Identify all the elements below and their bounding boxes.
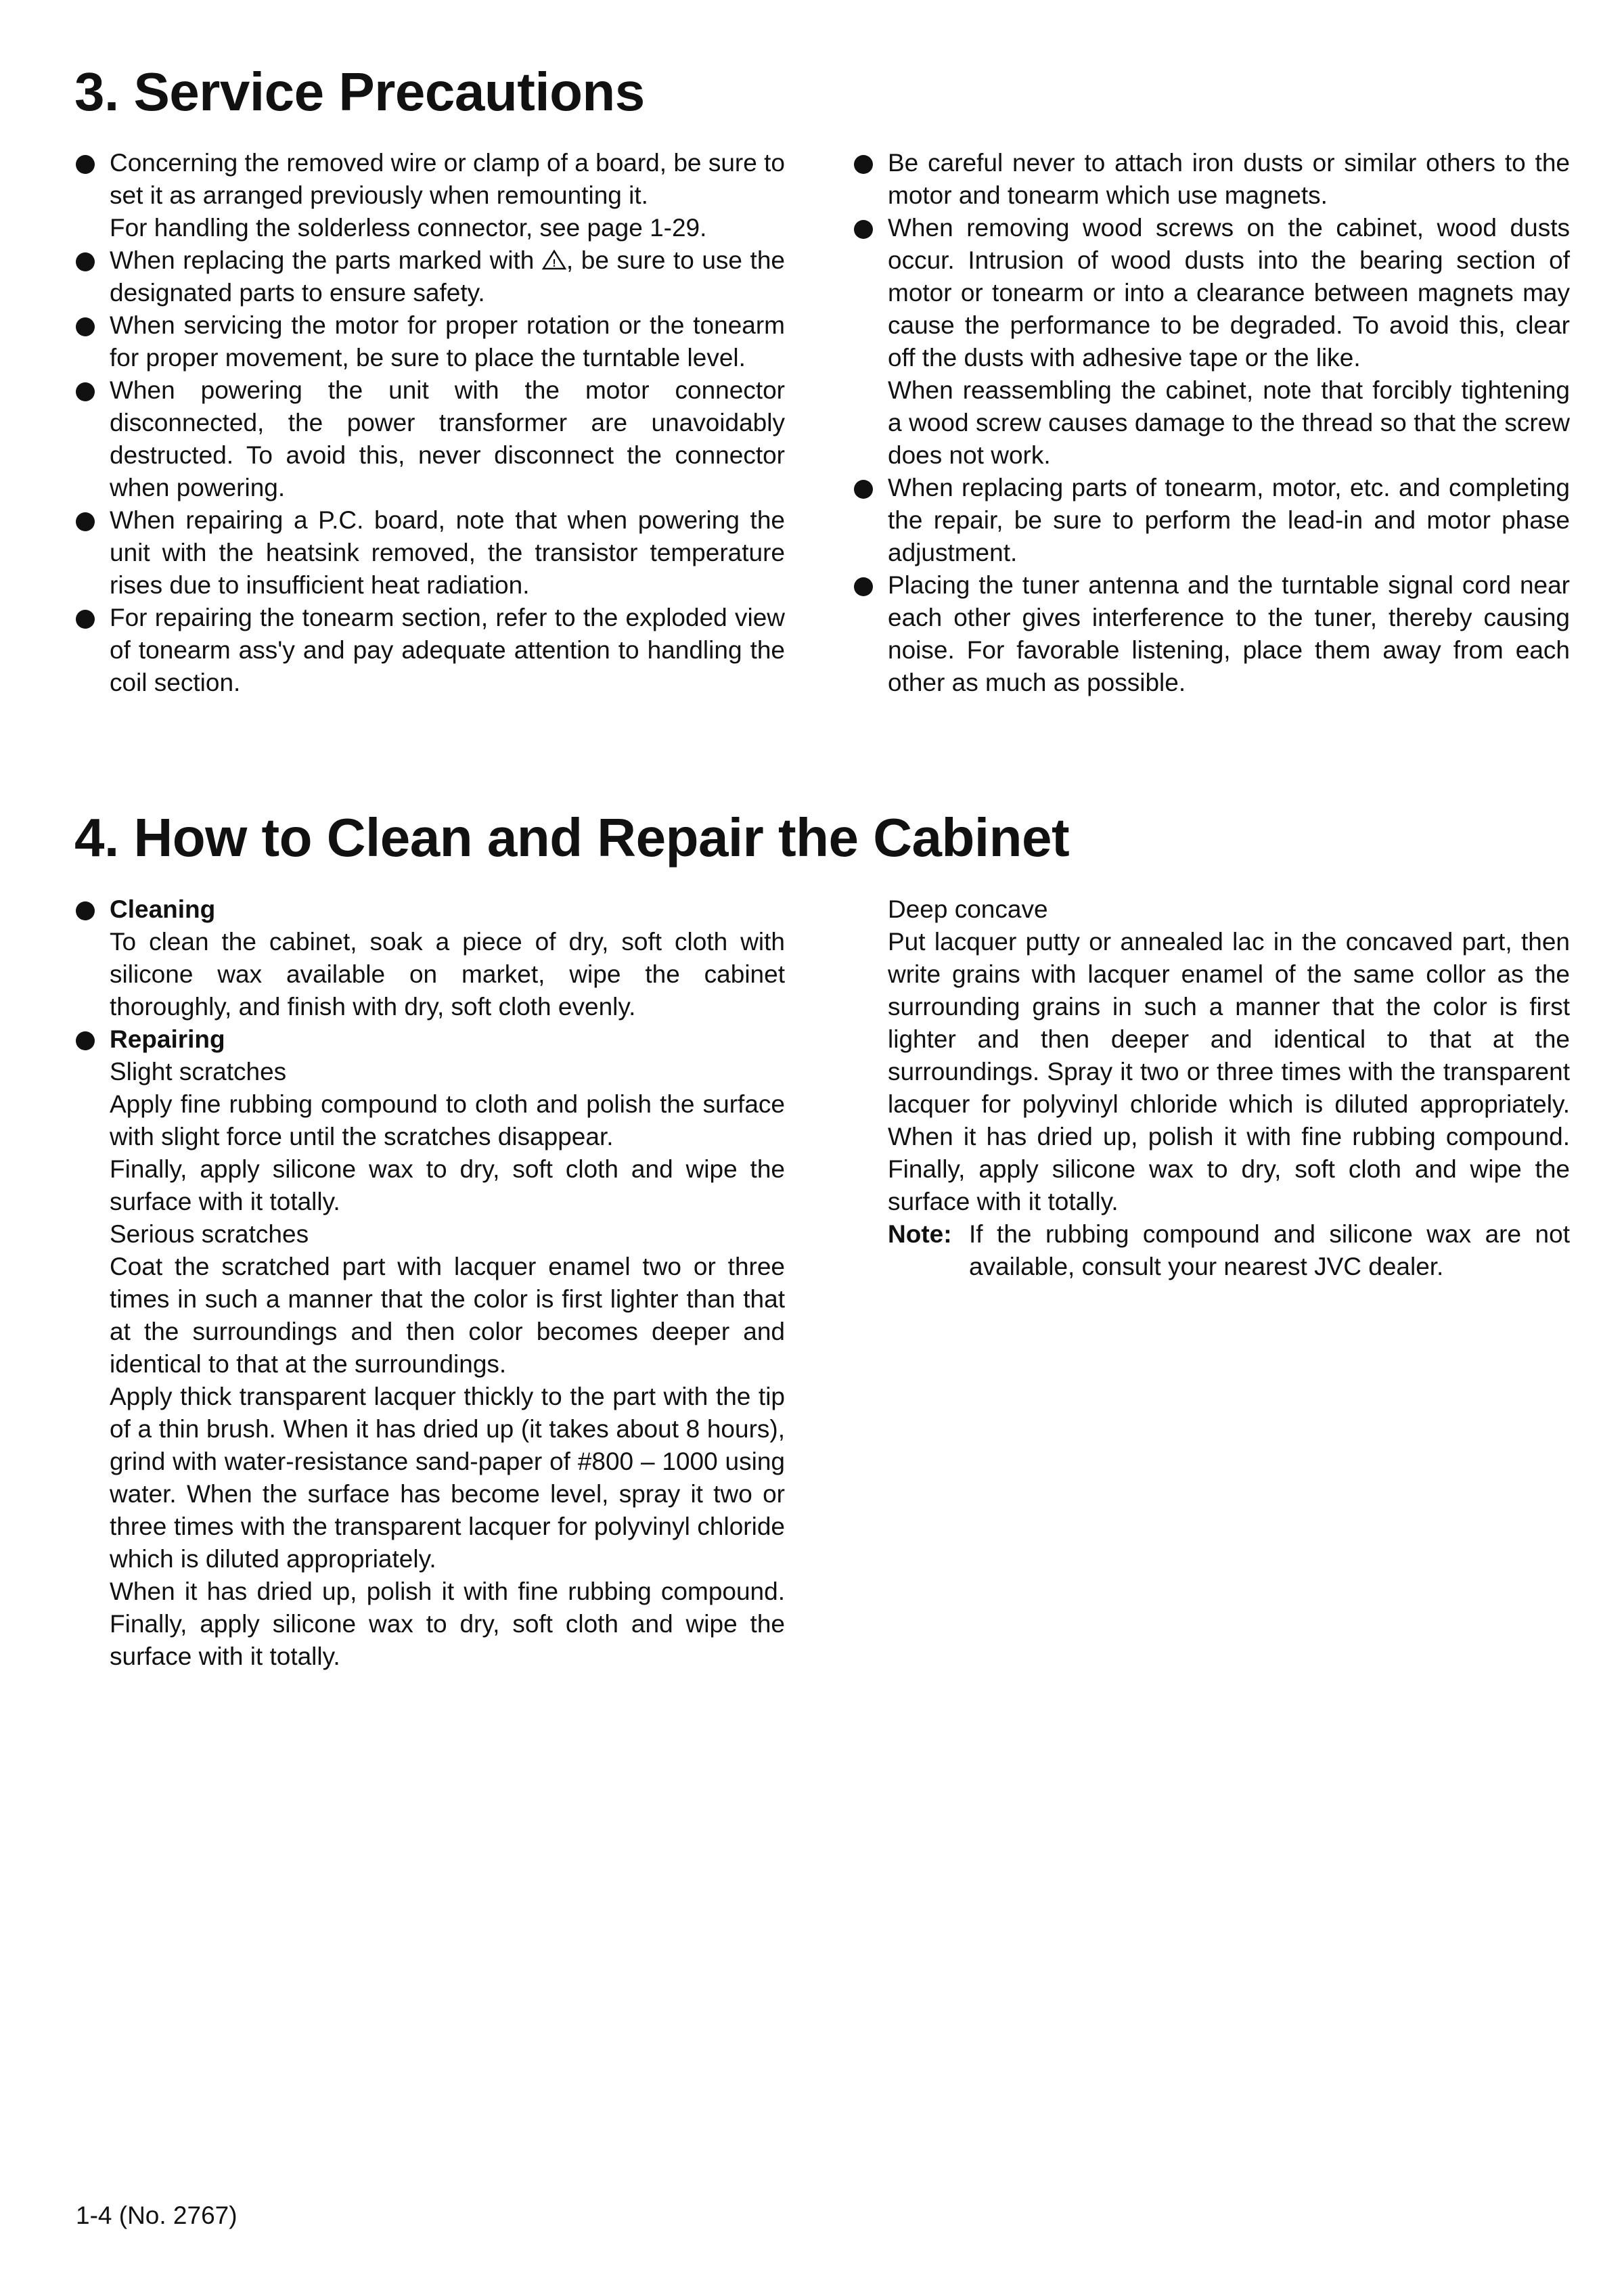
note-label: Note: — [888, 1220, 952, 1248]
item-text: When servicing the motor for proper rotation or the tonearm for proper movement, be sure to place the turntable level. — [110, 311, 785, 372]
cleaning-text: To clean the cabinet, soak a piece of dry, soft cloth with silicone wax available on market, wipe the cabinet thoroughly, and finish with dry, soft cloth evenly. — [110, 928, 785, 1021]
slight-scratches-text: Finally, apply silicone wax to dry, soft cloth and wipe the surface with it totally. — [110, 1155, 785, 1215]
item-text: When replacing parts of tonearm, motor, etc. and completing the repair, be sure to perform the lead-in and motor phase adjustment. — [888, 474, 1570, 566]
item-text: When powering the unit with the motor connector disconnected, the power transformer are unavoidably destructed. To avoid this, never disconnect the connector when powering. — [110, 376, 785, 501]
bullet-icon — [76, 382, 95, 401]
bullet-icon — [76, 512, 95, 531]
list-item — [76, 244, 785, 309]
list-item — [76, 147, 785, 244]
section-3-right-column — [854, 147, 1570, 699]
item-text: When reassembling the cabinet, note that forcibly tightening a wood screw causes damage to the thread so that the screw does not work. — [888, 376, 1570, 469]
bullet-icon — [76, 155, 95, 174]
cleaning-heading: Cleaning — [110, 895, 216, 923]
item-text: For repairing the tonearm section, refer to the exploded view of tonearm ass'y and pay adequate attention to handling the coil section. — [110, 604, 785, 696]
slight-scratches-heading: Slight scratches — [110, 1058, 287, 1086]
list-item-cleaning — [76, 893, 785, 1023]
bullet-icon — [76, 901, 95, 920]
item-text: Concerning the removed wire or clamp of a board, be sure to set it as arranged previously when remounting it. — [110, 149, 785, 209]
section-4-title: 4. How to Clean and Repair the Cabinet — [74, 807, 1070, 868]
list-item — [854, 147, 1570, 212]
item-text-part: , be sure to use the designated parts to ensure safety. — [110, 246, 785, 307]
deep-concave-text: Put lacquer putty or annealed lac in the concaved part, then write grains with lacquer enamel of the same collor as the surrounding grains in such a manner that the color is first lighter and then deeper and identical to that at the surroundings. Spray it two or three times with the transparent lacquer for polyvinyl chloride which is diluted appropriately. When it has dried up, polish it with fine rubbing compound. Finally, apply silicone wax to dry, soft cloth and wipe the surface with it totally. — [888, 928, 1570, 1215]
list-item — [854, 212, 1570, 472]
list-item — [76, 602, 785, 699]
list-item — [76, 504, 785, 602]
section-4-right-column — [854, 893, 1570, 1283]
note — [854, 1218, 1570, 1283]
page-footer: 1-4 (No. 2767) — [76, 2201, 238, 2229]
item-text: When repairing a P.C. board, note that when powering the unit with the heatsink removed, the transistor temperature rises due to insufficient heat radiation. — [110, 506, 785, 599]
svg-text:!: ! — [552, 258, 556, 269]
item-text: Placing the tuner antenna and the turntable signal cord near each other gives interference to the tuner, thereby causing noise. For favorable listening, place them away from each other as much as possible. — [888, 571, 1570, 696]
bullet-icon — [76, 317, 95, 336]
bullet-icon — [854, 480, 873, 499]
list-item-repairing — [76, 1023, 785, 1673]
section-4-left-column — [76, 893, 785, 1673]
list-item — [76, 309, 785, 374]
list-item — [76, 374, 785, 504]
repairing-heading: Repairing — [110, 1025, 225, 1053]
deep-concave-heading: Deep concave — [888, 895, 1048, 923]
serious-scratches-text: When it has dried up, polish it with fine rubbing compound. Finally, apply silicone wax to dry, soft cloth and wipe the surface with it totally. — [110, 1578, 785, 1670]
bullet-icon — [854, 577, 873, 596]
bullet-icon — [854, 155, 873, 174]
item-text: When removing wood screws on the cabinet, wood dusts occur. Intrusion of wood dusts into the bearing section of motor or tonearm or into a clearance between magnets may cause the performance to be degraded. To avoid this, clear off the dusts with adhesive tape or the like. — [888, 214, 1570, 372]
item-text — [110, 244, 785, 309]
note-text: If the rubbing compound and silicone wax are not available, consult your nearest JVC dealer. — [969, 1220, 1570, 1280]
item-text: Be careful never to attach iron dusts or similar others to the motor and tonearm which use magnets. — [888, 149, 1570, 209]
list-item — [854, 472, 1570, 569]
serious-scratches-text: Coat the scratched part with lacquer enamel two or three times in such a manner that the color is first lighter than that at the surroundings and then color becomes deeper and identical to that at the surroundings. — [110, 1253, 785, 1378]
section-3-title: 3. Service Precautions — [74, 62, 645, 122]
warning-triangle-icon — [542, 250, 566, 270]
serious-scratches-text: Apply thick transparent lacquer thickly to the part with the tip of a thin brush. When it has dried up (it takes about 8 hours), grind with water-resistance sand-paper of #800 – 1000 using water. When the surface has become level, spray it two or three times with the transparent lacquer for polyvinyl chloride which is diluted appropriately. — [110, 1383, 785, 1573]
serious-scratches-heading: Serious scratches — [110, 1220, 309, 1248]
bullet-icon — [854, 220, 873, 239]
list-item — [854, 569, 1570, 699]
bullet-icon — [76, 252, 95, 271]
bullet-icon — [76, 610, 95, 629]
section-3-left-column — [76, 147, 785, 699]
item-text-part: When replacing the parts marked with — [110, 246, 542, 274]
bullet-icon — [76, 1031, 95, 1050]
item-text: For handling the solderless connector, see page 1-29. — [110, 214, 707, 242]
slight-scratches-text: Apply fine rubbing compound to cloth and polish the surface with slight force until the scratches disappear. — [110, 1090, 785, 1150]
